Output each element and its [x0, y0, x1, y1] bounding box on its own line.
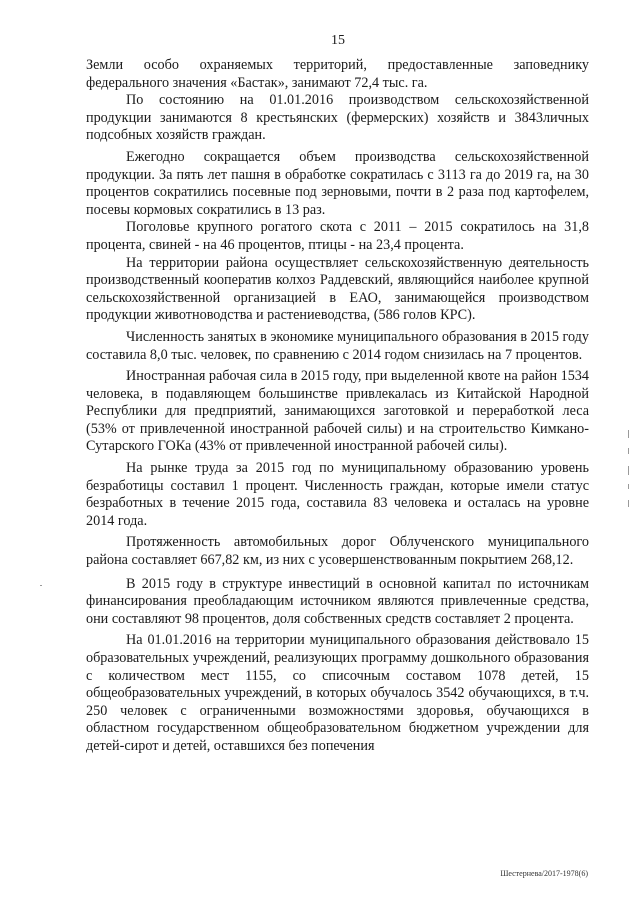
scan-artifact [628, 466, 629, 475]
page-number: 15 [331, 33, 345, 48]
paragraph-education: На 01.01.2016 на территории муниципального образования действовало 15 образовательных учреждений, реализующих программу дошкольного образования с количеством мест 1155, со списочным составом 1078 детей, 15 общеобразовательных учреждений, в которых обучалось 3542 обучающихся, в т.ч. 250 человек с ограниченными возможностями здоровья, обучающихся в областном государственном общеобразовательном бюджетном учреждении для детей-сирот и детей, оставшихся без попечения [86, 632, 589, 754]
scan-artifact [628, 448, 629, 454]
paragraph-unemployment: На рынке труда за 2015 год по муниципальному образованию уровень безработицы составил 1 процент. Численность граждан, которые имели статус безработных в течение 2015 года, составила 83 человека и осталась на уровне 2014 года. [86, 460, 589, 529]
paragraph-kolkhoz: На территории района осуществляет сельскохозяйственную деятельность производственный кооператив колхоз Раддевский, являющийся наиболее крупной сельскохозяйственной организацией в ЕАО, занимающейся производством продукции животноводства и растениеводства, (586 голов КРС). [86, 254, 589, 324]
scan-artifact [628, 430, 629, 438]
paragraph-protected-lands: Земли особо охраняемых территорий, предоставленные заповеднику федерального значения «Бастак», занимают 72,4 тыс. га. [86, 57, 589, 91]
document-footer-code: Шестернева/2017-1978(6) [500, 869, 588, 878]
paragraph-roads: Протяженность автомобильных дорог Облученского муниципального района составляет 667,82 км, из них с усовершенствованным покрытием 268,12. [86, 534, 589, 569]
paragraph-agricultural-producers: По состоянию на 01.01.2016 производством сельскохозяйственной продукции занимаются 8 крестьянских (фермерских) хозяйств и 3843личных подсобных хозяйств граждан. [86, 92, 589, 144]
paragraph-foreign-labor: Иностранная рабочая сила в 2015 году, при выделенной квоте на район 1534 человека, в подавляющем большинстве привлекалась из Китайской Народной Республики для предприятий, занимающихся заготовкой и переработкой леса (53% от привлеченной иностранной рабочей силы) и на строительство Кимкано-Сутарского ГОКа (43% от привлеченной иностранной рабочей силы). [86, 368, 589, 455]
scan-artifact [40, 585, 42, 586]
scan-artifact [628, 484, 629, 489]
scan-artifact [628, 500, 629, 507]
body-text [86, 57, 589, 756]
paragraph-employment: Численность занятых в экономике муниципального образования в 2015 году составила 8,0 тыс. человек, по сравнению с 2014 годом снизилась на 7 процентов. [86, 328, 589, 363]
paragraph-livestock: Поголовье крупного рогатого скота с 2011 – 2015 сократилось на 31,8 процента, свиней - на 46 процентов, птицы - на 23,4 процента. [86, 219, 589, 253]
paragraph-investments: В 2015 году в структуре инвестиций в основной капитал по источникам финансирования преобладающим источником являются привлеченные средства, они составляют 98 процентов, доля собственных средств составляет 2 процента. [86, 575, 589, 627]
paragraph-production-decline: Ежегодно сокращается объем производства сельскохозяйственной продукции. За пять лет пашня в обработке сократилась с 3113 га до 2019 га, на 30 процентов сократились посевные под зерновыми, почти в 2 раза под картофелем, посевы кормовых сократились в 13 раз. [86, 148, 589, 218]
